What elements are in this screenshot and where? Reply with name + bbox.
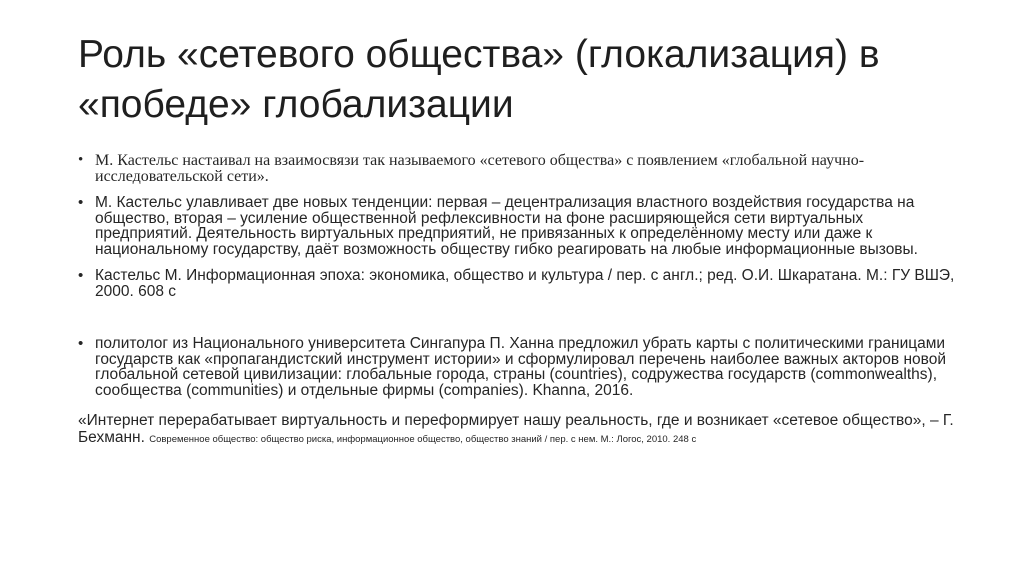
bullet-item (78, 153, 958, 184)
bullet-text: М. Кастельс настаивал на взаимосвязи так называемого «сетевого общества» с появлением «глобальной научно-исследовательской сети». (95, 152, 865, 185)
bullet-text: политолог из Национального университета Сингапура П. Ханна предложил убрать карты с политическими границами государств как «пропагандистский инструмент истории» и сформулировал перечень наиболее важных акторов новой глобальной сетевой цивилизации: глобальные города, страны (countries), содружества государств (commonwealths), сообщества (communities) и отдельные фирмы (companies). Khanna, 2016. (95, 335, 946, 399)
bullet-text: М. Кастельс улавливает две новых тенденции: первая – децентрализация властного воздействия государства на общество, вторая – усиление общественной рефлексивности на фоне расширяющейся сети виртуальных предприятий. Деятельность виртуальных предприятий, не привязанных к определённому месту или даже к национальному государству, даёт возможность обществу гибко реагировать на любые информационные вызовы. (95, 194, 918, 258)
bullet-text: Кастельс М. Информационная эпоха: экономика, общество и культура / пер. с англ.; ред. О.И. Шкаратана. М.: ГУ ВШЭ, 2000. 608 с (95, 267, 955, 300)
quote-citation: Современное общество: общество риска, информационное общество, общество знаний / пер. с нем. М.: Логос, 2010. 248 с (149, 434, 697, 445)
bullet-item (78, 336, 958, 398)
quote-paragraph (78, 412, 958, 448)
bullet-dot: • (78, 335, 84, 352)
bullet-item (78, 268, 958, 299)
bullet-dot: • (78, 152, 84, 168)
quote-text: «Интернет перерабатывает виртуальность и переформирует нашу реальность, где и возникает «сетевое общество», – Г. Бехманн. (78, 412, 954, 446)
bullet-dot: • (78, 194, 84, 211)
slide-content (78, 153, 958, 448)
slide-title: Роль «сетевого общества» (глокализация) в «победе» глобализации (78, 33, 880, 126)
bullet-item (78, 195, 958, 257)
bullet-dot: • (78, 267, 84, 284)
